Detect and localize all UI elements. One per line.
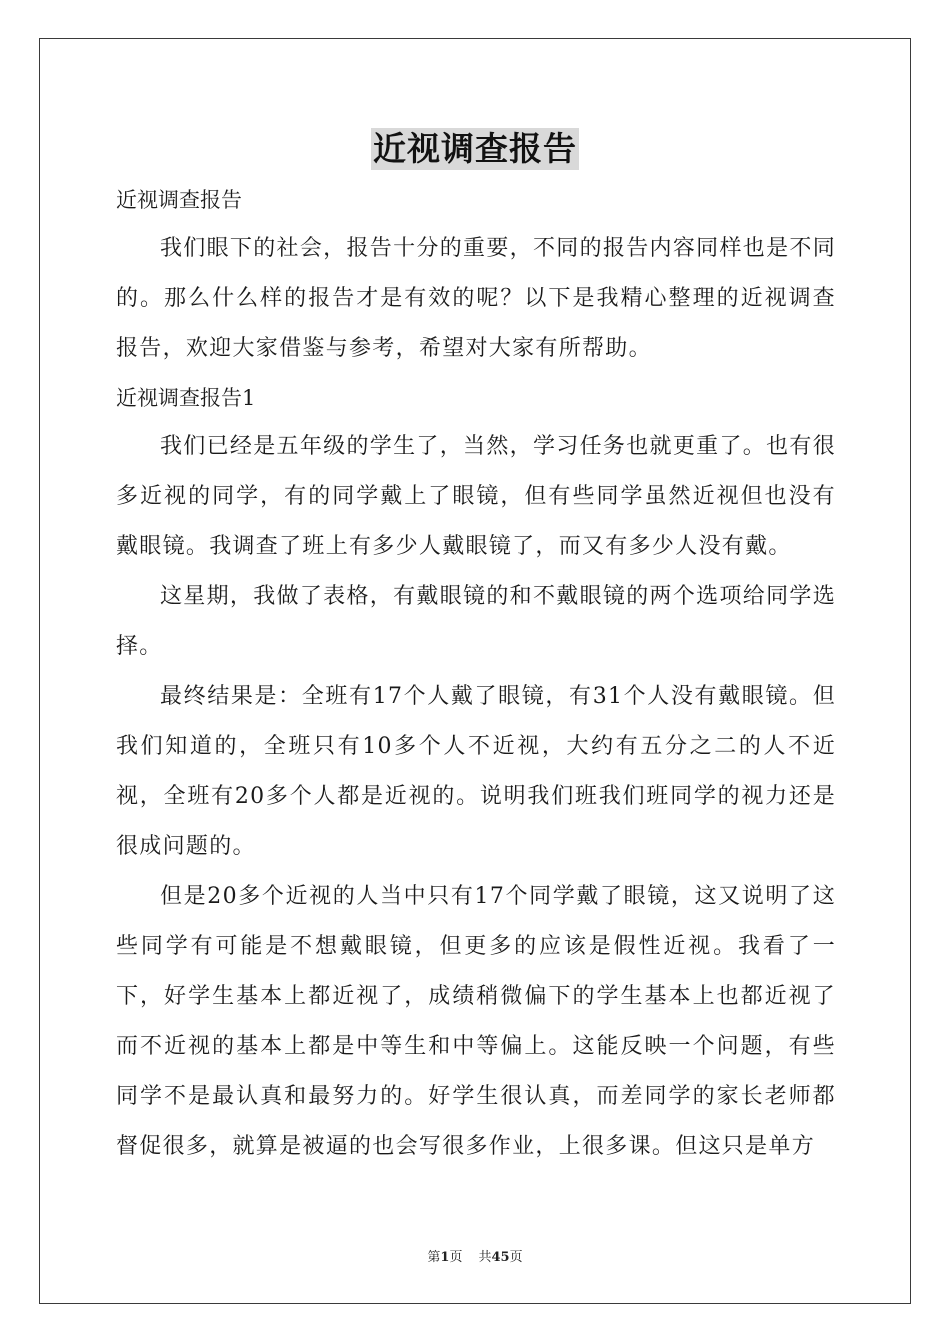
total-suffix: 页 xyxy=(509,1250,523,1265)
page-footer xyxy=(0,1246,950,1265)
page-prefix: 第 xyxy=(427,1250,441,1265)
body-paragraph-2: 这星期，我做了表格，有戴眼镜的和不戴眼镜的两个选项给同学选择。 xyxy=(116,584,836,659)
document-subtitle: 近视调查报告 xyxy=(116,188,242,212)
total-prefix: 共 xyxy=(478,1250,492,1265)
total-pages: 45 xyxy=(491,1250,510,1265)
page-suffix: 页 xyxy=(449,1250,463,1265)
body-paragraph-1: 我们已经是五年级的学生了，当然，学习任务也就更重了。也有很多近视的同学，有的同学戴上了眼镜，但有些同学虽然近视但也没有戴眼镜。我调查了班上有多少人戴眼镜了，而又有多少人没有戴。 xyxy=(116,434,836,559)
document-title: 近视调查报告 xyxy=(373,129,577,168)
body-paragraph-4: 但是20多个近视的人当中只有17个同学戴了眼镜，这又说明了这些同学有可能是不想戴眼镜，但更多的应该是假性近视。我看了一下，好学生基本上都近视了，成绩稍微偏下的学生基本上也都近视了而不近视的基本上都是中等生和中等偏上。这能反映一个问题，有些同学不是最认真和最努力的。好学生很认真，而差同学的家长老师都督促很多，就算是被逼的也会写很多作业，上很多课。但这只是单方 xyxy=(116,884,836,1159)
body-paragraph-3: 最终结果是：全班有17个人戴了眼镜，有31个人没有戴眼镜。但我们知道的，全班只有10多个人不近视，大约有五分之二的人不近视，全班有20多个人都是近视的。说明我们班我们班同学的视力还是很成问题的。 xyxy=(116,684,836,859)
document-body xyxy=(116,176,836,1172)
section-heading: 近视调查报告1 xyxy=(116,386,256,410)
page-number: 1 xyxy=(440,1250,450,1265)
title-area xyxy=(0,128,950,170)
intro-paragraph: 我们眼下的社会，报告十分的重要，不同的报告内容同样也是不同的。那么什么样的报告才是有效的呢？以下是我精心整理的近视调查报告，欢迎大家借鉴与参考，希望对大家有所帮助。 xyxy=(116,236,836,361)
